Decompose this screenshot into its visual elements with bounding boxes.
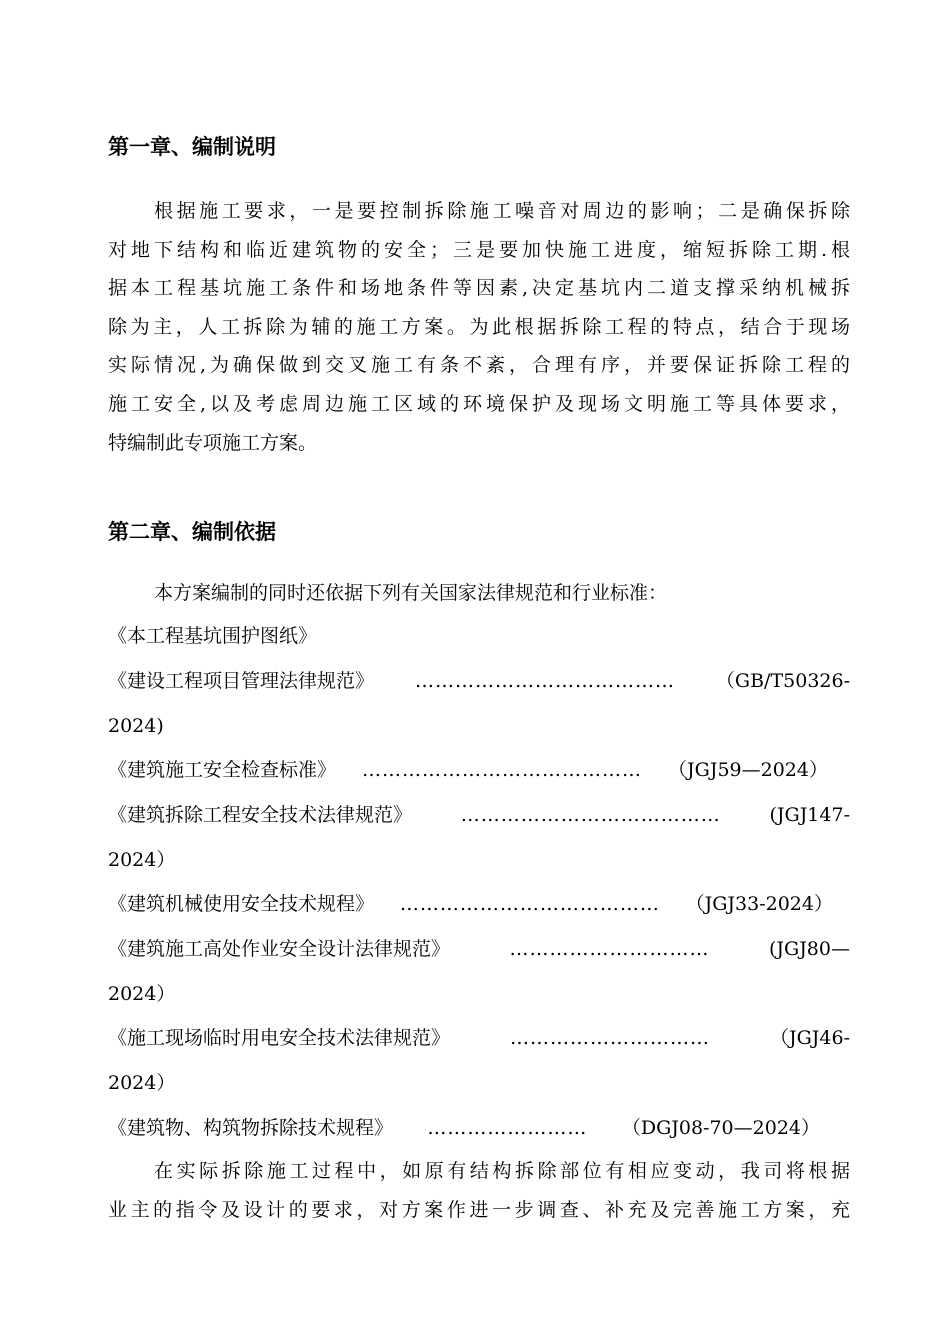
leader-dots: …………………… [427,1117,588,1139]
reference-title: 《建筑机械使用安全技术规程》 [108,893,375,915]
reference-title: 《建设工程项目管理法律规范》 [108,670,375,692]
body-line: 实际情况,为确保做到交叉施工有条不紊，合理有序，并要保证拆除工程的 [108,354,850,377]
body-line: 业主的指令及设计的要求，对方案作进一步调查、补充及完善施工方案，充 [108,1198,850,1221]
chapter-1-heading: 第一章、编制说明 [108,135,276,159]
body-line: 在实际拆除施工过程中，如原有结构拆除部位有相应变动，我司将根据 [154,1160,850,1182]
reference-title: 《建筑拆除工程安全技术法律规范》 [108,804,413,826]
body-line: 对地下结构和临近建筑物的安全；三是要加快施工进度，缩短拆除工期.根 [108,238,850,261]
reference-title: 《本工程基坑围护图纸》 [108,625,318,647]
chapter-2-intro: 本方案编制的同时还依据下列有关国家法律规范和行业标准： [154,582,668,604]
standard-code-continued: 2024） [108,849,176,871]
standard-code: （GB/T50326- [715,670,850,692]
reference-item [108,668,850,740]
body-line: 据本工程基坑施工条件和场地条件等因素,决定基坑内二道支撑采纳机械拆 [108,277,850,300]
standard-code: （JGJ59—2024） [668,759,828,781]
standard-code-continued: 2024） [108,983,176,1005]
standard-code: （JGJ46- [769,1027,850,1049]
body-line: 施工安全,以及考虑周边施工区域的环境保护及现场文明施工等具体要求， [108,392,850,415]
leader-dots: ………………………………… [414,670,675,692]
leader-dots: …………………………………… [362,759,643,781]
standard-code: (JGJ80— [768,938,850,960]
reference-item [108,1025,850,1097]
standard-code-continued: 2024) [108,715,164,737]
reference-title: 《建筑施工高处作业安全设计法律规范》 [108,938,451,960]
standard-code: （JGJ33-2024） [685,893,833,915]
leader-dots: ………………………………… [399,893,660,915]
standard-code-continued: 2024） [108,1072,176,1094]
standard-code: （DGJ08-70—2024） [621,1117,820,1139]
chapter-2-heading: 第二章、编制依据 [108,520,276,544]
leader-dots: ………………………………… [460,804,721,826]
reference-title: 《建筑物、构筑物拆除技术规程》 [108,1117,394,1139]
reference-title: 《建筑施工安全检查标准》 [108,759,337,781]
body-line: 根据施工要求，一是要控制拆除施工噪音对周边的影响；二是确保拆除 [154,200,850,222]
leader-dots: ………………………… [510,1027,710,1049]
standard-code: (JGJ147- [769,804,850,826]
reference-item [108,936,850,1008]
reference-title: 《施工现场临时用电安全技术法律规范》 [108,1027,451,1049]
reference-item [108,757,850,784]
leader-dots: ………………………… [509,938,710,960]
chapter-1-body [108,192,850,462]
reference-item [108,1115,850,1142]
reference-item [108,891,850,918]
chapter-2-closing [108,1152,850,1229]
reference-item [108,623,850,650]
body-line: 除为主，人工拆除为辅的施工方案。为此根据拆除工程的特点，结合于现场 [108,315,850,338]
reference-item [108,802,850,874]
body-line: 特编制此专项施工方案。 [108,431,318,454]
